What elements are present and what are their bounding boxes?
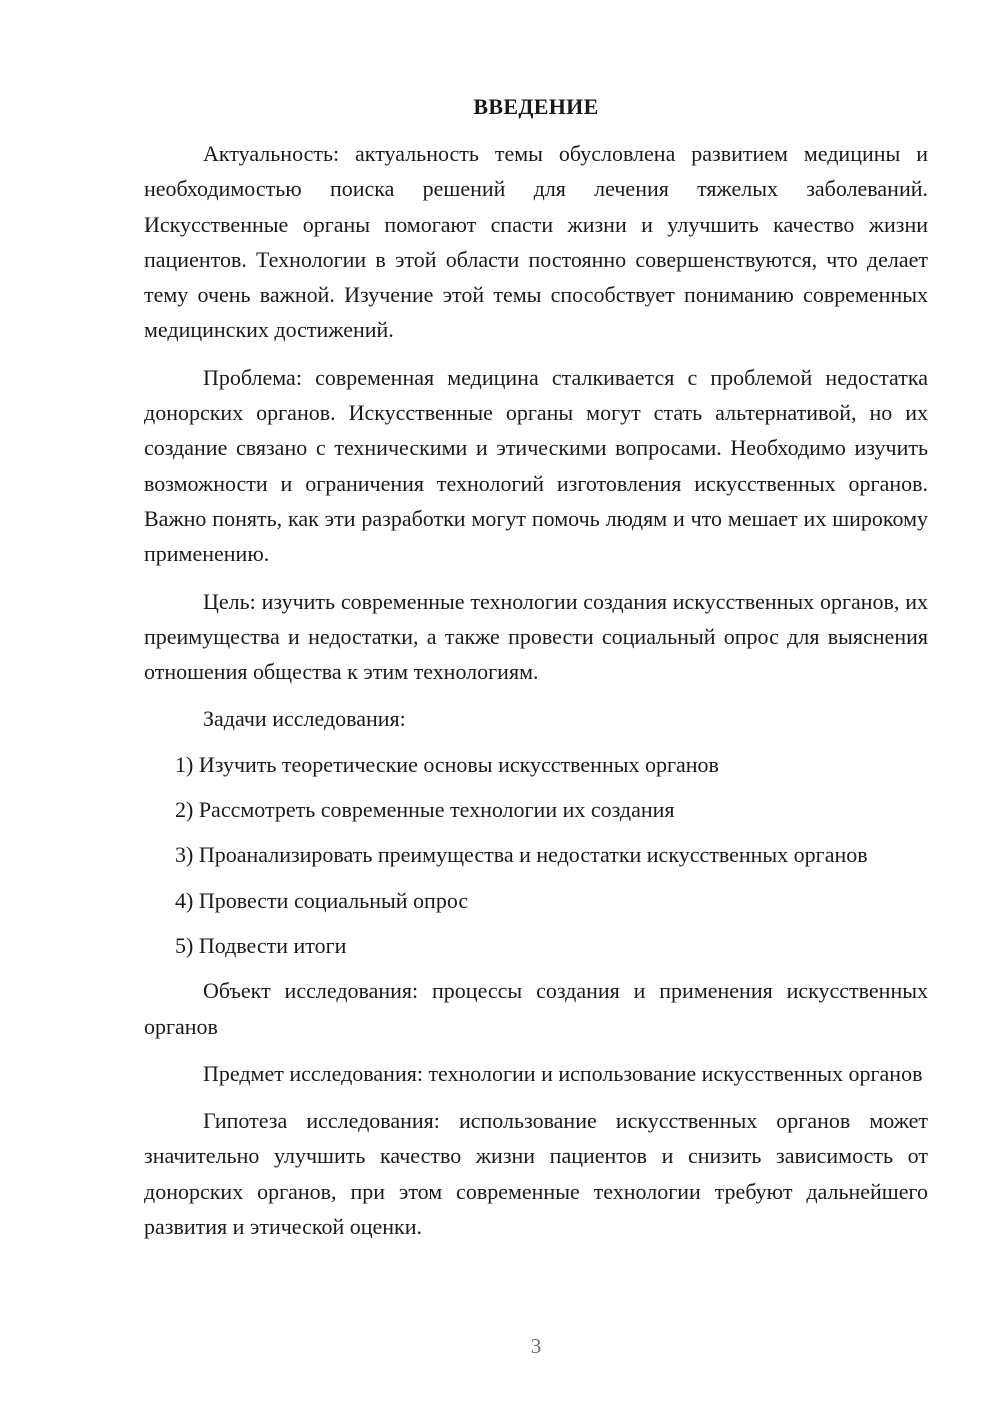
object-paragraph: Объект исследования: процессы создания и применения искусственных органов	[144, 978, 928, 1039]
subject-paragraph: Предмет исследования: технологии и использование искусственных органов	[203, 1060, 923, 1086]
goal-paragraph: Цель: изучить современные технологии создания искусственных органов, их преимущества и недостатки, а также провести социальный опрос для выяснения отношения общества к этим технологиям.	[144, 588, 928, 685]
task-item-5: 5) Подвести итоги	[175, 932, 347, 958]
document-page	[144, 90, 928, 1256]
tasks-title: Задачи исследования:	[203, 706, 406, 732]
task-item-3: 3) Проанализировать преимущества и недостатки искусственных органов	[175, 842, 868, 868]
relevance-paragraph: Актуальность: актуальность темы обусловлена развитием медицины и необходимостью поиска решений для лечения тяжелых заболеваний. Искусственные органы помогают спасти жизни и улучшить качество жизни пациентов. Технологии в этой области постоянно совершенствуются, что делает тему очень важной. Изучение этой темы способствует пониманию современных медицинских достижений.	[144, 141, 928, 343]
task-item-1: 1) Изучить теоретические основы искусственных органов	[175, 751, 719, 777]
page-number: 3	[530, 1334, 542, 1358]
task-item-4: 4) Провести социальный опрос	[175, 887, 469, 913]
section-heading: ВВЕДЕНИЕ	[473, 94, 599, 119]
task-item-2: 2) Рассмотреть современные технологии их создания	[175, 797, 675, 823]
hypothesis-paragraph: Гипотеза исследования: использование искусственных органов может значительно улучшить качество жизни пациентов и снизить зависимость от донорских органов, при этом современные технологии требуют дальнейшего развития и этической оценки.	[144, 1108, 928, 1240]
problem-paragraph: Проблема: современная медицина сталкивается с проблемой недостатка донорских органов. Искусственные органы могут стать альтернативой, но их создание связано с техническими и этическими вопросами. Необходимо изучить возможности и ограничения технологий изготовления искусственных органов. Важно понять, как эти разработки могут помочь людям и что мешает их широкому применению.	[144, 364, 928, 567]
